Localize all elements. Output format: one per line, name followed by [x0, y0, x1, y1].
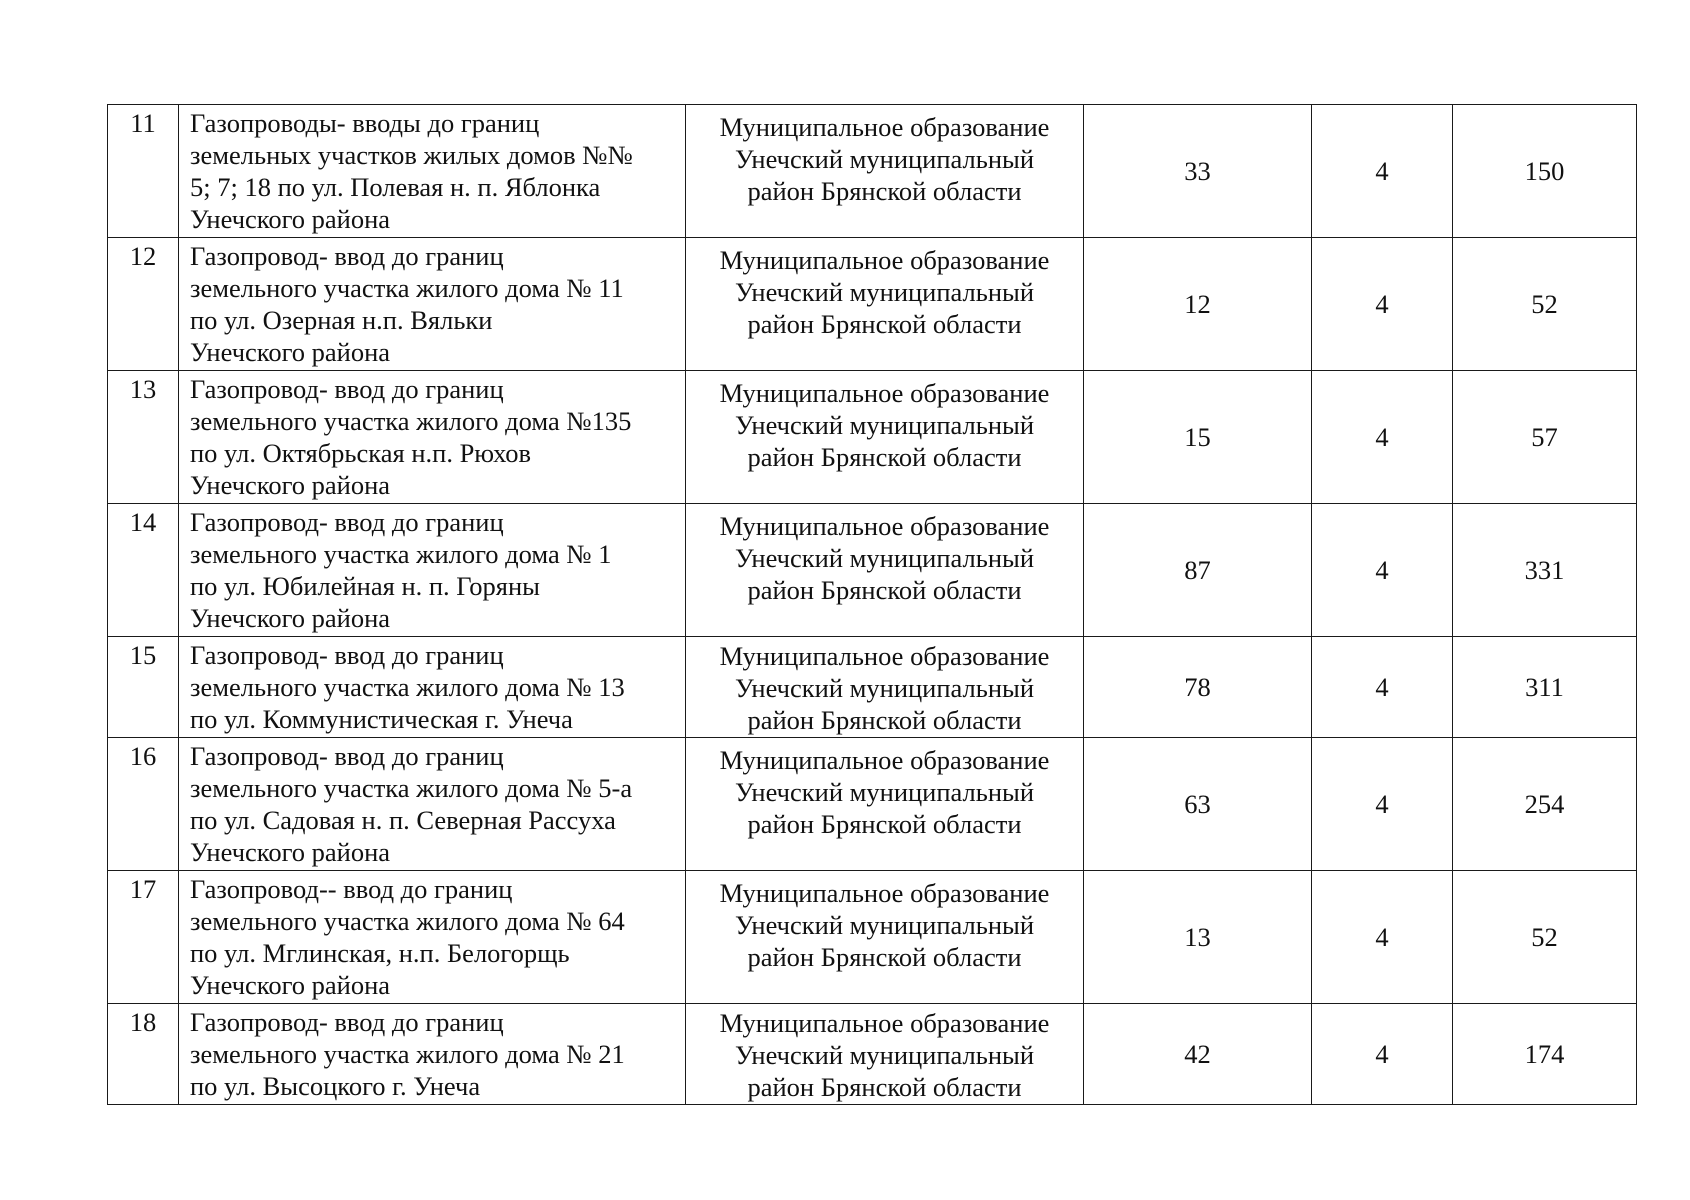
- object-name-line: земельного участка жилого дома № 13: [190, 672, 625, 702]
- value-1-cell: 15: [1084, 371, 1312, 504]
- table-body: [108, 105, 1637, 1105]
- object-name-line: земельного участка жилого дома № 5-а: [190, 773, 633, 803]
- row-number-cell: 13: [108, 371, 179, 504]
- table-row: [108, 105, 1637, 238]
- owner-line: Муниципальное образование: [719, 745, 1050, 775]
- value-2-cell: 4: [1312, 637, 1453, 738]
- owner-line: район Брянской области: [747, 575, 1022, 605]
- value-1-cell: 78: [1084, 637, 1312, 738]
- value-2-cell: 4: [1312, 105, 1453, 238]
- owner-line: Муниципальное образование: [719, 1008, 1050, 1038]
- value-3-cell: 52: [1453, 238, 1637, 371]
- value-1-cell: 87: [1084, 504, 1312, 637]
- object-name-line: Унечского района: [190, 204, 391, 234]
- object-name-cell: [179, 1004, 686, 1105]
- object-name-line: по ул. Озерная н.п. Вяльки: [190, 305, 493, 335]
- value-3-cell: 57: [1453, 371, 1637, 504]
- value-3-cell: 174: [1453, 1004, 1637, 1105]
- object-name-line: Унечского района: [190, 337, 391, 367]
- owner-cell: [686, 504, 1084, 637]
- object-name-cell: [179, 637, 686, 738]
- object-name-line: по ул. Садовая н. п. Северная Рассуха: [190, 805, 616, 835]
- owner-line: район Брянской области: [747, 309, 1022, 339]
- object-name-line: земельных участков жилых домов №№: [190, 140, 633, 170]
- value-3-cell: 150: [1453, 105, 1637, 238]
- owner-line: район Брянской области: [747, 809, 1022, 839]
- object-name-line: 5; 7; 18 по ул. Полевая н. п. Яблонка: [190, 172, 601, 202]
- owner-cell: [686, 738, 1084, 871]
- owner-line: Унечский муниципальный: [734, 910, 1035, 940]
- owner-text: [686, 244, 1083, 364]
- value-1-cell: 13: [1084, 871, 1312, 1004]
- owner-text: [686, 510, 1083, 630]
- object-name-line: по ул. Октябрьская н.п. Рюхов: [190, 438, 532, 468]
- owner-line: Унечский муниципальный: [734, 144, 1035, 174]
- owner-cell: [686, 238, 1084, 371]
- owner-text: [686, 377, 1083, 497]
- value-2-cell: 4: [1312, 1004, 1453, 1105]
- table-row: [108, 1004, 1637, 1105]
- owner-cell: [686, 105, 1084, 238]
- row-number-cell: 17: [108, 871, 179, 1004]
- owner-cell: [686, 637, 1084, 738]
- owner-line: Унечский муниципальный: [734, 277, 1035, 307]
- object-name-line: земельного участка жилого дома № 21: [190, 1039, 625, 1069]
- owner-line: Унечский муниципальный: [734, 1040, 1035, 1070]
- owner-line: Муниципальное образование: [719, 511, 1050, 541]
- object-name-cell: [179, 504, 686, 637]
- object-name-line: Унечского района: [190, 470, 391, 500]
- object-name-line: Газопровод- ввод до границ: [190, 1007, 504, 1037]
- table-row: [108, 504, 1637, 637]
- value-1-cell: 12: [1084, 238, 1312, 371]
- table-row: [108, 871, 1637, 1004]
- owner-line: Унечский муниципальный: [734, 543, 1035, 573]
- owner-line: Муниципальное образование: [719, 245, 1050, 275]
- owner-line: район Брянской области: [747, 1072, 1022, 1102]
- object-name-line: Газопровод- ввод до границ: [190, 741, 504, 771]
- owner-cell: [686, 371, 1084, 504]
- value-3-cell: 254: [1453, 738, 1637, 871]
- object-name-cell: [179, 371, 686, 504]
- owner-text: [686, 744, 1083, 864]
- object-name-line: Газопровод- ввод до границ: [190, 374, 504, 404]
- value-2-cell: 4: [1312, 738, 1453, 871]
- object-name-line: Газопровод- ввод до границ: [190, 640, 504, 670]
- object-name-line: земельного участка жилого дома № 64: [190, 906, 625, 936]
- table-row: [108, 738, 1637, 871]
- value-3-cell: 311: [1453, 637, 1637, 738]
- object-name-cell: [179, 105, 686, 238]
- object-name-cell: [179, 238, 686, 371]
- owner-line: район Брянской области: [747, 705, 1022, 735]
- row-number-cell: 18: [108, 1004, 179, 1105]
- value-3-cell: 331: [1453, 504, 1637, 637]
- value-3-cell: 52: [1453, 871, 1637, 1004]
- owner-line: Муниципальное образование: [719, 112, 1050, 142]
- owner-line: район Брянской области: [747, 942, 1022, 972]
- object-name-line: земельного участка жилого дома № 11: [190, 273, 624, 303]
- object-name-line: Газопровод- ввод до границ: [190, 507, 504, 537]
- owner-text: [686, 1005, 1083, 1103]
- object-name-line: земельного участка жилого дома № 1: [190, 539, 612, 569]
- owner-cell: [686, 871, 1084, 1004]
- row-number-cell: 11: [108, 105, 179, 238]
- value-2-cell: 4: [1312, 238, 1453, 371]
- owner-line: Муниципальное образование: [719, 641, 1050, 671]
- table-row: [108, 637, 1637, 738]
- owner-line: район Брянской области: [747, 176, 1022, 206]
- owner-line: Унечский муниципальный: [734, 777, 1035, 807]
- value-1-cell: 33: [1084, 105, 1312, 238]
- owner-text: [686, 877, 1083, 997]
- owner-cell: [686, 1004, 1084, 1105]
- value-2-cell: 4: [1312, 371, 1453, 504]
- row-number-cell: 12: [108, 238, 179, 371]
- value-1-cell: 42: [1084, 1004, 1312, 1105]
- row-number-cell: 15: [108, 637, 179, 738]
- object-name-line: Унечского района: [190, 970, 391, 1000]
- value-2-cell: 4: [1312, 871, 1453, 1004]
- table-row: [108, 371, 1637, 504]
- owner-line: Муниципальное образование: [719, 878, 1050, 908]
- object-name-line: Газопроводы- вводы до границ: [190, 108, 540, 138]
- object-name-line: Унечского района: [190, 837, 391, 867]
- object-name-line: по ул. Мглинская, н.п. Белогорщь: [190, 938, 570, 968]
- object-name-line: Газопровод-- ввод до границ: [190, 874, 513, 904]
- row-number-cell: 14: [108, 504, 179, 637]
- object-name-line: земельного участка жилого дома №135: [190, 406, 632, 436]
- owner-text: [686, 111, 1083, 231]
- object-name-line: по ул. Юбилейная н. п. Горяны: [190, 571, 540, 601]
- object-name-cell: [179, 738, 686, 871]
- owner-line: Унечский муниципальный: [734, 673, 1035, 703]
- object-name-cell: [179, 871, 686, 1004]
- object-name-line: Газопровод- ввод до границ: [190, 241, 504, 271]
- property-table: [107, 104, 1637, 1105]
- owner-text: [686, 638, 1083, 736]
- object-name-line: Унечского района: [190, 603, 391, 633]
- owner-line: Муниципальное образование: [719, 378, 1050, 408]
- value-2-cell: 4: [1312, 504, 1453, 637]
- object-name-line: по ул. Высоцкого г. Унеча: [190, 1071, 481, 1101]
- table-row: [108, 238, 1637, 371]
- owner-line: район Брянской области: [747, 442, 1022, 472]
- value-1-cell: 63: [1084, 738, 1312, 871]
- object-name-line: по ул. Коммунистическая г. Унеча: [190, 704, 573, 734]
- owner-line: Унечский муниципальный: [734, 410, 1035, 440]
- row-number-cell: 16: [108, 738, 179, 871]
